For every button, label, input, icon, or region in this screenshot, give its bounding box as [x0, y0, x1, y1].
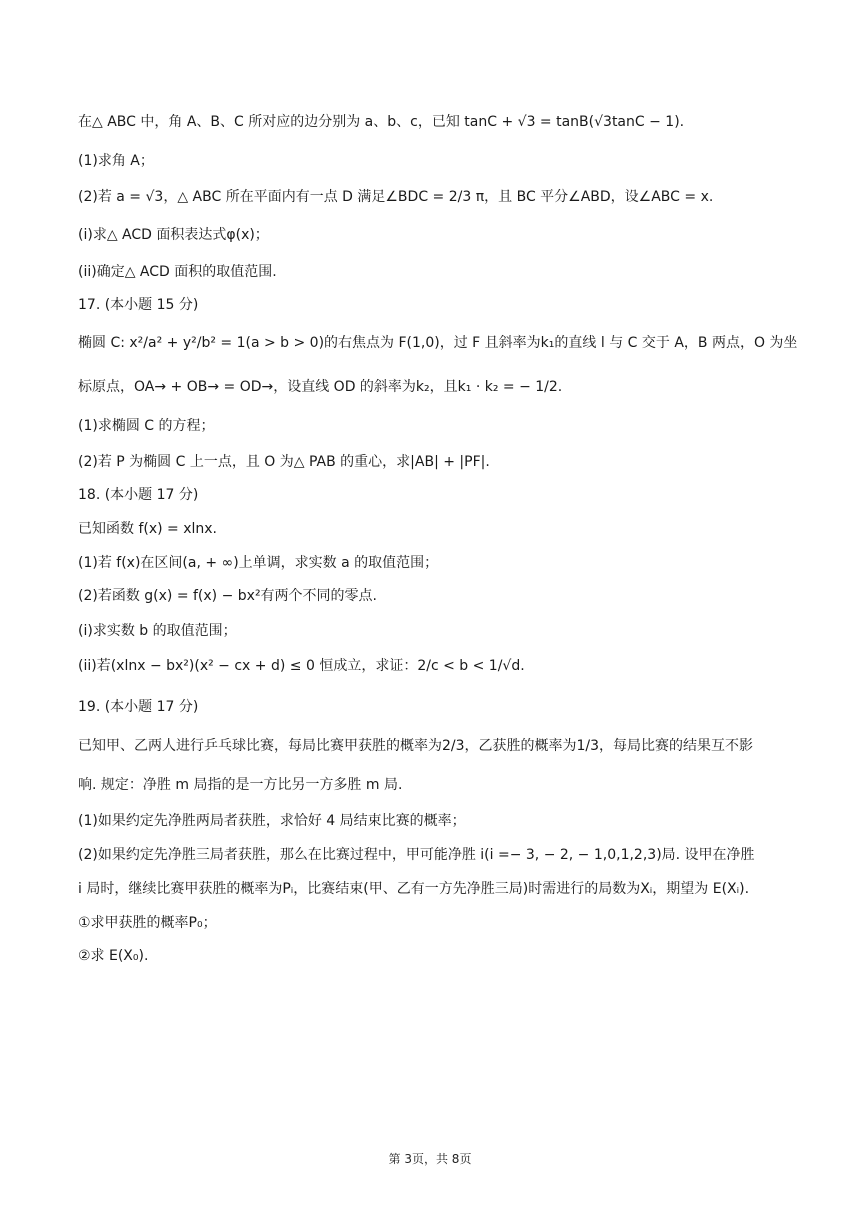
problem-16-stem: 在△ ABC 中，角 A、B、C 所对应的边分别为 a、b、c，已知 tanC + √3 = tanB(√3tanC − 1). — [78, 114, 685, 130]
problem-18-stem: 已知函数 f(x) = xlnx. — [78, 521, 218, 537]
problem-17-stem-line-1: 椭圆 C: x²/a² + y²/b² = 1(a > b > 0)的右焦点为 F(1,0)，过 F 且斜率为k₁的直线 l 与 C 交于 A，B 两点，O 为坐 — [78, 335, 798, 351]
problem-19-stem-line-1: 已知甲、乙两人进行乒乓球比赛，每局比赛甲获胜的概率为2/3，乙获胜的概率为1/3，每局比赛的结果互不影 — [78, 738, 754, 754]
problem-16-part-2-ii: (ii)确定△ ACD 面积的取值范围. — [78, 264, 277, 280]
problem-17-stem-line-2: 标原点，OA→ + OB→ = OD→，设直线 OD 的斜率为k₂，且k₁ · k₂ = − 1/2. — [78, 379, 563, 395]
problem-17-part-1: (1)求椭圆 C 的方程； — [78, 418, 215, 434]
page-footer: 第 3页，共 8页 — [388, 1152, 472, 1166]
problem-18-header: 18. (本小题 17 分) — [78, 487, 199, 503]
problem-18-part-1: (1)若 f(x)在区间(a, + ∞)上单调，求实数 a 的取值范围； — [78, 555, 439, 571]
problem-17-header: 17. (本小题 15 分) — [78, 297, 199, 313]
problem-16-part-2: (2)若 a = √3，△ ABC 所在平面内有一点 D 满足∠BDC = 2/3 π，且 BC 平分∠ABD，设∠ABC = x. — [78, 189, 714, 205]
problem-18-part-2-i: (i)求实数 b 的取值范围； — [78, 623, 237, 639]
problem-19-part-2-line-1: (2)如果约定先净胜三局者获胜，那么在比赛过程中，甲可能净胜 i(i =− 3, − 2, − 1,0,1,2,3)局. 设甲在净胜 — [78, 847, 755, 863]
problem-19-sub-1: ①求甲获胜的概率P₀； — [78, 915, 217, 931]
problem-17-part-2: (2)若 P 为椭圆 C 上一点，且 O 为△ PAB 的重心，求|AB| + |PF|. — [78, 454, 490, 470]
problem-19-sub-2: ②求 E(X₀). — [78, 948, 149, 964]
problem-16-part-2-i: (i)求△ ACD 面积表达式φ(x)； — [78, 227, 269, 243]
problem-18-part-2: (2)若函数 g(x) = f(x) − bx²有两个不同的零点. — [78, 588, 378, 604]
problem-16-part-1: (1)求角 A； — [78, 153, 154, 169]
problem-19-stem-line-2: 响. 规定：净胜 m 局指的是一方比另一方多胜 m 局. — [78, 777, 403, 793]
problem-19-header: 19. (本小题 17 分) — [78, 699, 199, 715]
problem-19-part-2-line-2: i 局时，继续比赛甲获胜的概率为Pᵢ，比赛结束(甲、乙有一方先净胜三局)时需进行的局数为Xᵢ，期望为 E(Xᵢ). — [78, 881, 750, 897]
problem-19-part-1: (1)如果约定先净胜两局者获胜，求恰好 4 局结束比赛的概率； — [78, 813, 466, 829]
problem-18-part-2-ii: (ii)若(xlnx − bx²)(x² − cx + d) ≤ 0 恒成立，求证：2/c < b < 1/√d. — [78, 658, 525, 674]
